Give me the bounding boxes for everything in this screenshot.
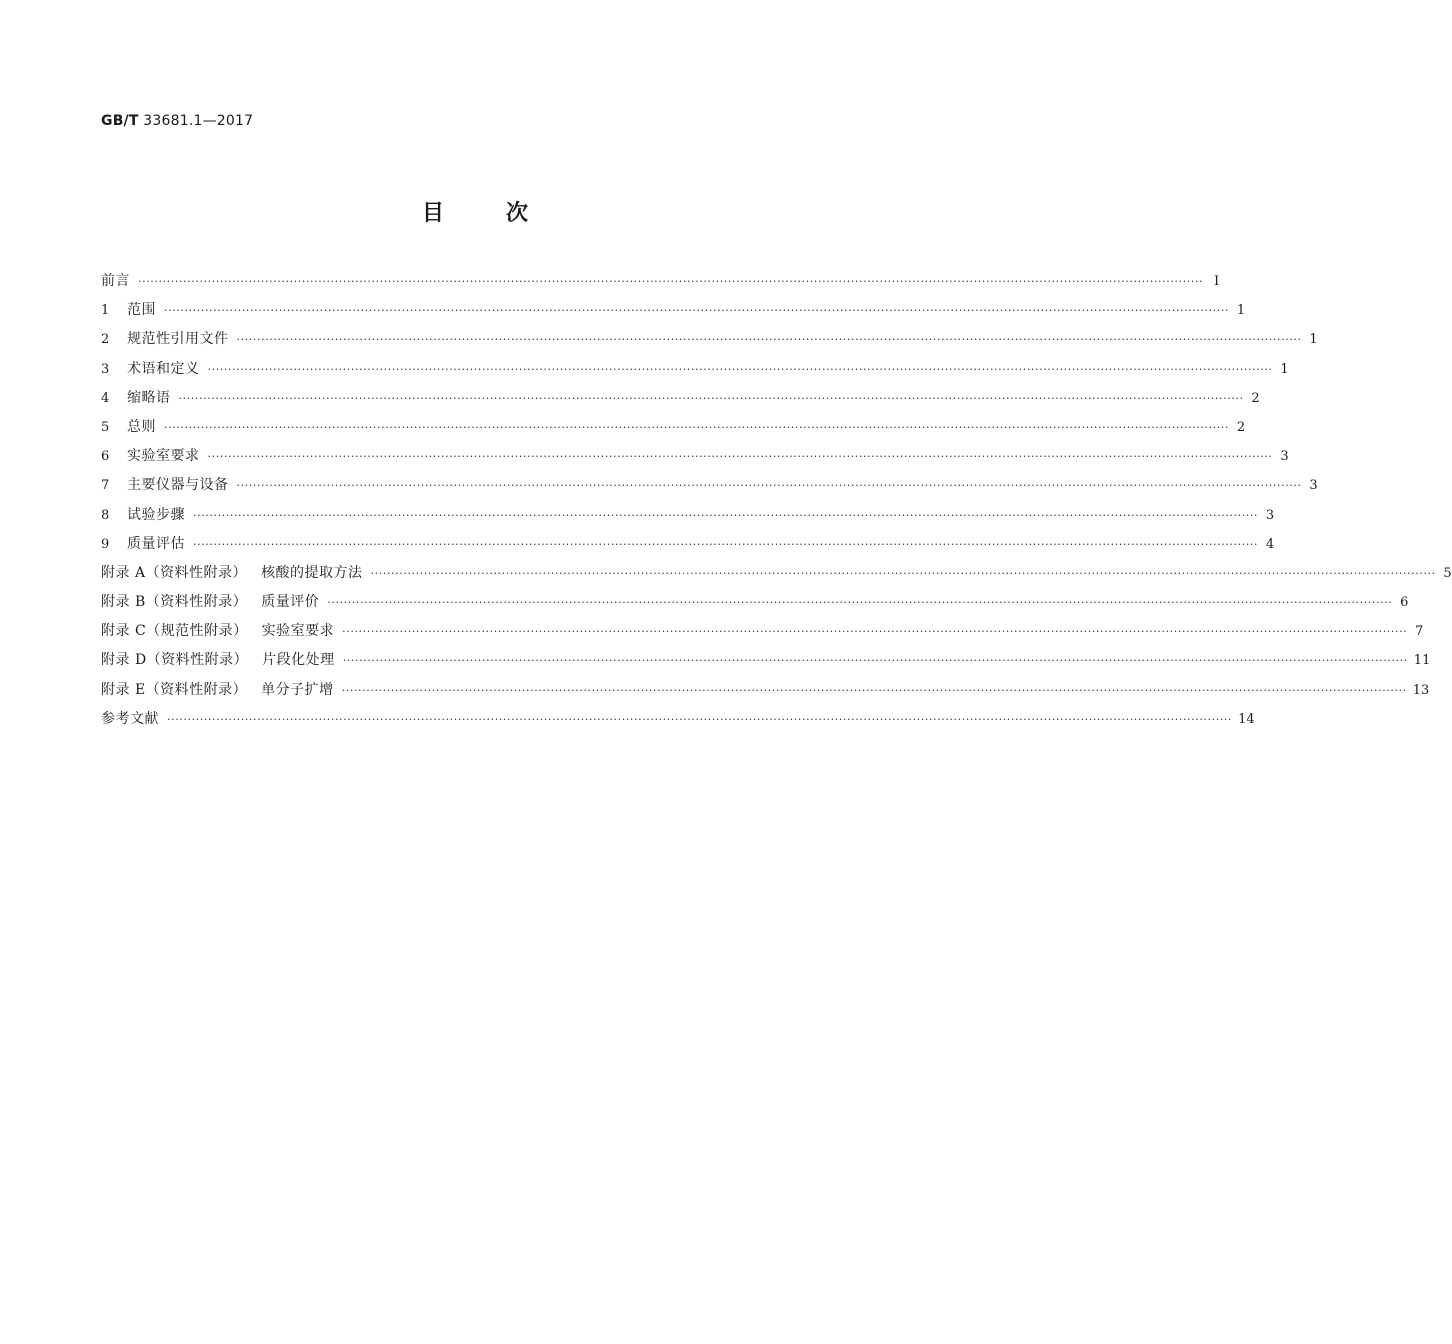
toc-entry[interactable] bbox=[101, 591, 1409, 620]
toc-entry-label: 附录 A（资料性附录） bbox=[101, 564, 248, 581]
toc-entry-page: 4 bbox=[1265, 536, 1275, 552]
toc-entry-label: 范围 bbox=[127, 302, 156, 319]
toc-entry-number: 8 bbox=[101, 507, 110, 523]
toc-leader-dots: ···································································································································································································································································· bbox=[236, 479, 1302, 493]
standard-prefix: GB/T bbox=[101, 113, 139, 129]
toc-entry[interactable] bbox=[101, 328, 1318, 357]
toc-entry-label: 术语和定义 bbox=[127, 360, 200, 377]
title-char-2: 次 bbox=[506, 201, 529, 226]
toc-entry[interactable] bbox=[101, 358, 1289, 387]
toc-entry-label: 缩略语 bbox=[127, 389, 171, 406]
toc-entry-annex-title: 实验室要求 bbox=[261, 623, 335, 640]
toc-entry-label: 附录 C（规范性附录） bbox=[101, 623, 248, 640]
toc-entry-label: 实验室要求 bbox=[127, 448, 200, 465]
toc-entry-number: 9 bbox=[101, 536, 110, 552]
toc-entry-page: 1 bbox=[1280, 361, 1289, 377]
toc-entry-label: 附录 B（资料性附录） bbox=[101, 594, 248, 611]
toc-entry-page: 7 bbox=[1415, 624, 1424, 640]
toc-entry-label: 主要仪器与设备 bbox=[127, 477, 229, 494]
toc-entry-number: 7 bbox=[101, 478, 110, 494]
toc-entry-label: 附录 D（资料性附录） bbox=[101, 652, 249, 669]
toc-entry[interactable] bbox=[101, 649, 1431, 678]
toc-entry-page: 1 bbox=[1309, 332, 1318, 348]
toc-entry-annex-title: 片段化处理 bbox=[262, 652, 335, 669]
toc-entry[interactable] bbox=[101, 474, 1318, 503]
toc-entry-label: 质量评估 bbox=[127, 535, 185, 552]
toc-entry-label: 试验步骤 bbox=[127, 506, 185, 523]
toc-leader-dots: ···································································································································································································································································· bbox=[167, 712, 1233, 726]
toc-entry-label: 参考文献 bbox=[101, 710, 159, 727]
toc-entry-page: 5 bbox=[1443, 565, 1452, 581]
toc-leader-dots: ···································································································································································································································································· bbox=[342, 654, 1408, 668]
toc-entry-page: 3 bbox=[1309, 478, 1318, 494]
toc-leader-dots: ···································································································································································································································································· bbox=[207, 450, 1273, 464]
standard-code bbox=[101, 113, 253, 129]
toc-leader-dots: ···································································································································································································································································· bbox=[341, 683, 1407, 697]
toc-entry-page: 2 bbox=[1251, 390, 1260, 406]
toc-leader-dots: ···································································································································································································································································· bbox=[193, 537, 1259, 551]
toc-leader-dots: ···································································································································································································································································· bbox=[164, 420, 1230, 434]
toc-entry[interactable] bbox=[101, 562, 1452, 591]
toc-entry[interactable] bbox=[101, 416, 1246, 445]
toc-entry-label: 前言 bbox=[101, 273, 130, 289]
toc-leader-dots: ···································································································································································································································································· bbox=[236, 333, 1302, 347]
toc-entry-page: I bbox=[1213, 274, 1220, 289]
standard-number: 33681.1—2017 bbox=[143, 113, 254, 129]
page-title bbox=[0, 196, 950, 227]
toc-entry-annex-title: 质量评价 bbox=[261, 594, 320, 611]
toc-entry-label: 总则 bbox=[127, 418, 156, 435]
title-char-1: 目 bbox=[421, 201, 444, 226]
toc-entry[interactable] bbox=[101, 387, 1260, 416]
toc-entry-number: 3 bbox=[101, 361, 110, 377]
toc-entry[interactable] bbox=[101, 620, 1424, 649]
toc-entry[interactable] bbox=[101, 299, 1246, 328]
toc-entry-annex-title: 核酸的提取方法 bbox=[261, 564, 363, 581]
table-of-contents bbox=[101, 270, 1452, 737]
toc-entry[interactable] bbox=[101, 708, 1255, 737]
toc-leader-dots: ···································································································································································································································································· bbox=[207, 362, 1273, 376]
toc-leader-dots: ···································································································································································································································································· bbox=[138, 275, 1204, 288]
toc-leader-dots: ···································································································································································································································································· bbox=[193, 508, 1259, 522]
toc-entry-number: 4 bbox=[101, 390, 110, 406]
toc-leader-dots: ···································································································································································································································································· bbox=[164, 304, 1230, 318]
toc-entry[interactable] bbox=[101, 679, 1430, 708]
toc-entry[interactable] bbox=[101, 504, 1275, 533]
toc-entry-page: 11 bbox=[1413, 653, 1431, 669]
toc-entry-annex-title: 单分子扩增 bbox=[261, 681, 334, 698]
toc-entry-number: 5 bbox=[101, 419, 110, 435]
toc-entry-label: 附录 E（资料性附录） bbox=[101, 681, 248, 698]
toc-entry-page: 3 bbox=[1280, 449, 1289, 465]
toc-leader-dots: ···································································································································································································································································· bbox=[370, 566, 1436, 580]
toc-leader-dots: ···································································································································································································································································· bbox=[178, 391, 1244, 405]
toc-leader-dots: ···································································································································································································································································· bbox=[327, 596, 1393, 610]
toc-entry[interactable] bbox=[101, 270, 1220, 299]
toc-entry-number: 2 bbox=[101, 332, 110, 348]
toc-entry-page: 1 bbox=[1236, 303, 1246, 319]
toc-leader-dots: ···································································································································································································································································· bbox=[342, 625, 1408, 639]
toc-entry-page: 13 bbox=[1412, 682, 1430, 698]
toc-entry[interactable] bbox=[101, 533, 1275, 562]
toc-entry-page: 6 bbox=[1400, 595, 1409, 611]
toc-entry-label: 规范性引用文件 bbox=[127, 331, 229, 348]
toc-entry-number: 1 bbox=[101, 303, 110, 319]
toc-entry[interactable] bbox=[101, 445, 1289, 474]
toc-entry-page: 3 bbox=[1265, 507, 1275, 523]
toc-entry-page: 14 bbox=[1238, 711, 1255, 727]
toc-entry-page: 2 bbox=[1236, 419, 1246, 435]
toc-entry-number: 6 bbox=[101, 449, 110, 465]
